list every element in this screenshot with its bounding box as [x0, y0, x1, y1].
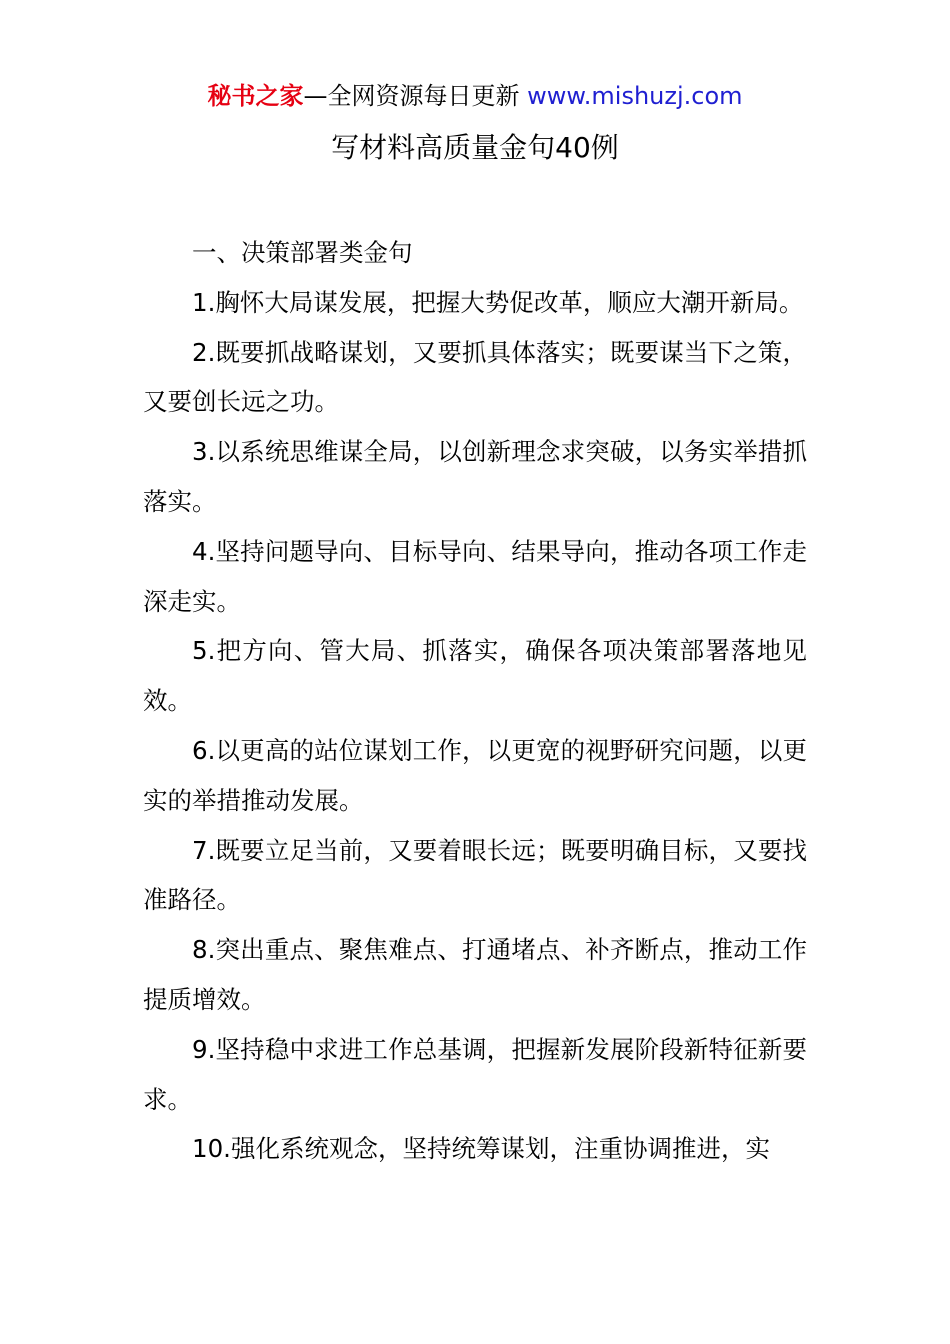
list-item: 3.以系统思维谋全局，以创新理念求突破，以务实举措抓落实。	[143, 437, 807, 516]
brand-name: 秘书之家	[207, 82, 304, 110]
site-header	[0, 80, 950, 112]
list-item: 8.突出重点、聚焦难点、打通堵点、补齐断点，推动工作提质增效。	[143, 935, 807, 1014]
list-item: 2.既要抓战略谋划，又要抓具体落实；既要谋当下之策，又要创长远之功。	[143, 337, 807, 417]
list-item: 6.以更高的站位谋划工作，以更宽的视野研究问题，以更实的举措推动发展。	[143, 735, 807, 815]
list-item: 4.坚持问题导向、目标导向、结果导向，推动各项工作走深走实。	[143, 536, 807, 616]
list-item: 9.坚持稳中求进工作总基调，把握新发展阶段新特征新要求。	[143, 1034, 807, 1114]
section-heading: 一、决策部署类金句	[192, 238, 413, 267]
document-title: 写材料高质量金句40例	[331, 131, 619, 164]
list-item: 1.胸怀大局谋发展，把握大势促改革，顺应大潮开新局。	[192, 287, 804, 317]
list-item: 5.把方向、管大局、抓落实，确保各项决策部署落地见效。	[143, 636, 807, 716]
list-item: 10.强化系统观念，坚持统筹谋划，注重协调推进，实	[192, 1134, 770, 1164]
document-body	[143, 228, 807, 1174]
header-tagline: —全网资源每日更新	[303, 82, 520, 110]
site-url-link[interactable]: www.mishuzj.com	[527, 82, 743, 110]
list-item: 7.既要立足当前，又要着眼长远；既要明确目标，又要找准路径。	[143, 835, 807, 915]
